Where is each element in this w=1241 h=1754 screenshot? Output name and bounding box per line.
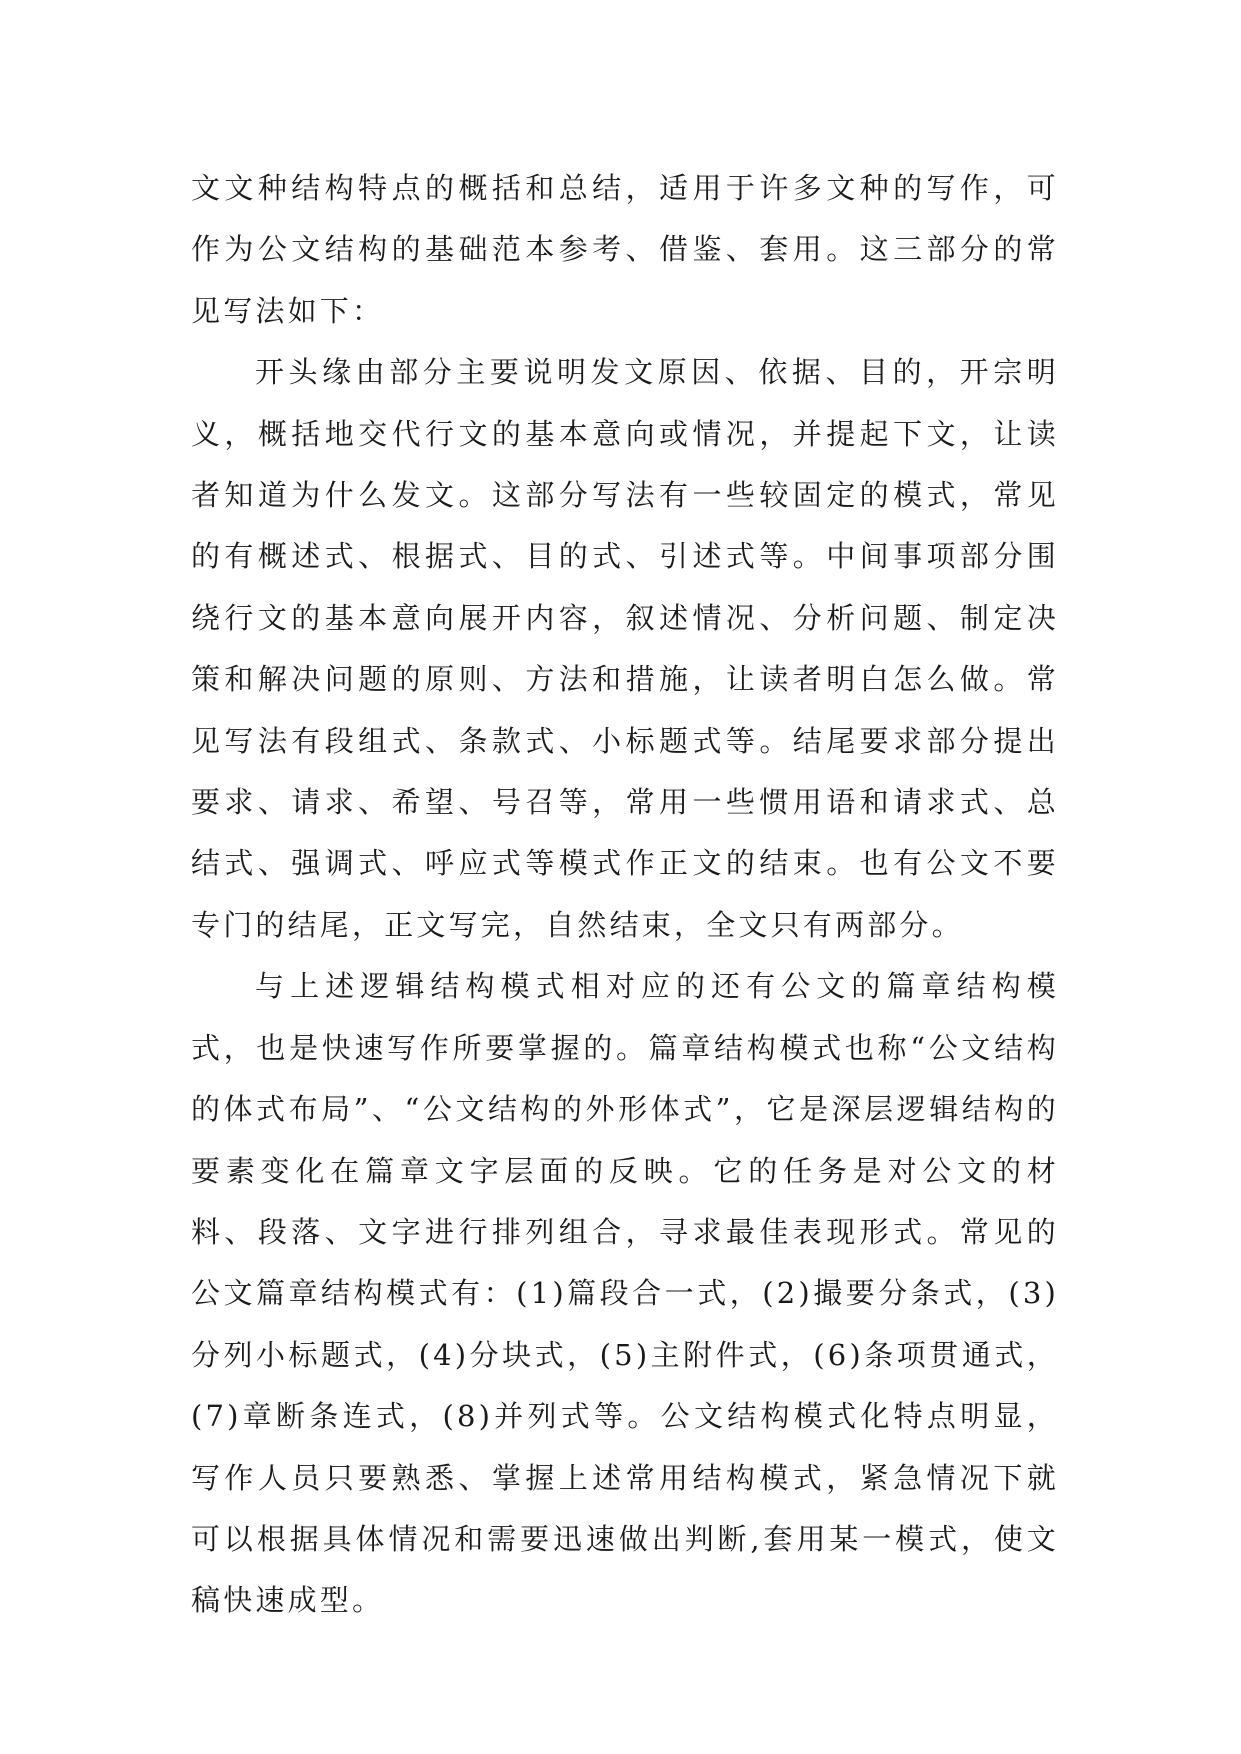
paragraph-continuation: 文文种结构特点的概括和总结，适用于许多文种的写作，可作为公文结构的基础范本参考、借鉴、套用。这三部分的常见写法如下： [191, 171, 1059, 328]
paragraph-chapter-structure: 与上述逻辑结构模式相对应的还有公文的篇章结构模式，也是快速写作所要掌握的。篇章结构模式也称“公文结构的体式布局”、“公文结构的外形体式”，它是深层逻辑结构的要素变化在篇章文字层面的反映。它的任务是对公文的材料、段落、文字进行排列组合，寻求最佳表现形式。常见的公文篇章结构模式有：(1)篇段合一式，(2)撮要分条式，(3)分列小标题式，(4)分块式，(5)主附件式，(6)条项贯通式，(7)章断条连式，(8)并列式等。公文结构模式化特点明显，写作人员只要熟悉、掌握上述常用结构模式，紧急情况下就可以根据具体情况和需要迅速做出判断,套用某一模式，使文稿快速成型。 [191, 969, 1059, 1618]
paragraph-structure-parts: 开头缘由部分主要说明发文原因、依据、目的，开宗明义，概括地交代行文的基本意向或情况，并提起下文，让读者知道为什么发文。这部分写法有一些较固定的模式，常见的有概述式、根据式、目的式、引述式等。中间事项部分围绕行文的基本意向展开内容，叙述情况、分析问题、制定决策和解决问题的原则、方法和措施，让读者明白怎么做。常见写法有段组式、条款式、小标题式等。结尾要求部分提出要求、请求、希望、号召等，常用一些惯用语和请求式、总结式、强调式、呼应式等模式作正文的结束。也有公文不要专门的结尾，正文写完，自然结束，全文只有两部分。 [191, 355, 1059, 942]
body-text [191, 158, 1059, 1632]
